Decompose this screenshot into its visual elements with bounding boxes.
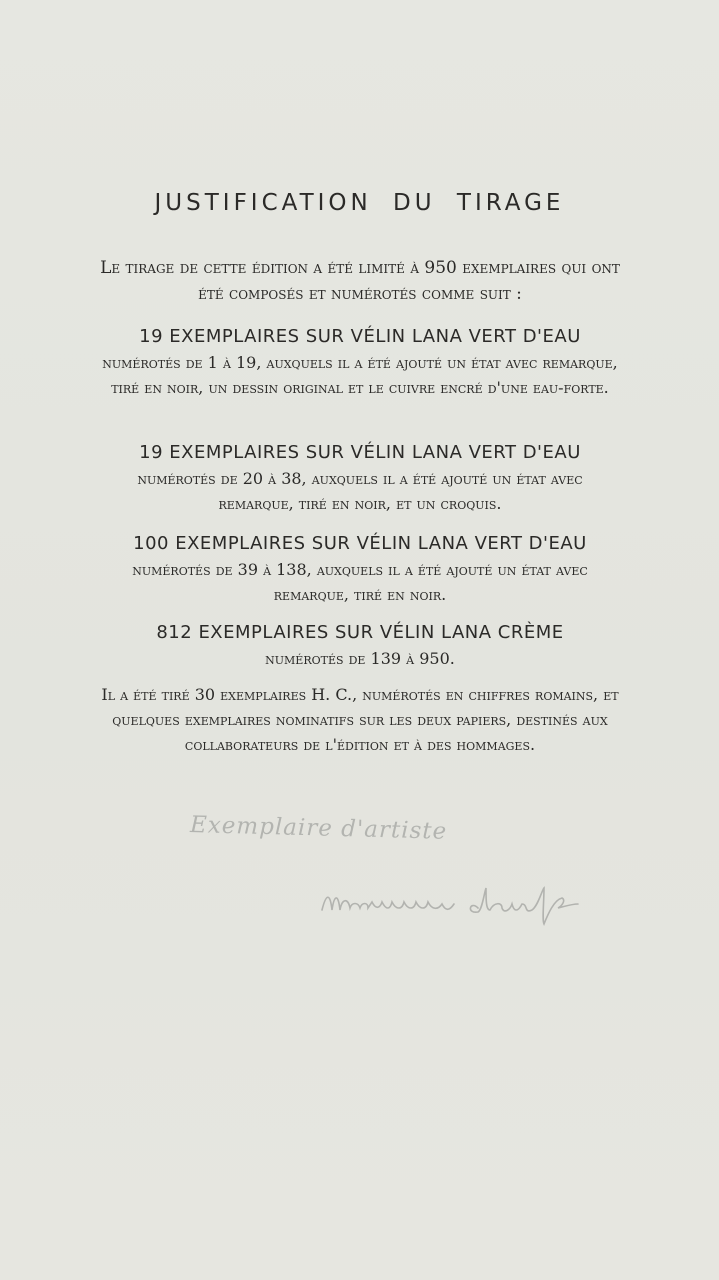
- edition-heading: 19 EXEMPLAIRES SUR VÉLIN LANA VERT D'EAU: [139, 326, 581, 347]
- edition-description: numérotés de 20 à 38, auxquels il a été ajouté un état avec remarque, tiré en noir, et un croquis.: [137, 469, 583, 513]
- page-title: JUSTIFICATION DU TIRAGE: [154, 190, 565, 216]
- edition-description: numérotés de 139 à 950.: [265, 649, 455, 668]
- edition-heading: 19 EXEMPLAIRES SUR VÉLIN LANA VERT D'EAU: [139, 442, 581, 463]
- edition-block-3: [100, 531, 620, 607]
- edition-block-4: [100, 620, 620, 671]
- edition-block-2: [100, 440, 620, 516]
- edition-description: numérotés de 39 à 138, auxquels il a été ajouté un état avec remarque, tiré en noir.: [132, 560, 588, 604]
- intro-paragraph: Le tirage de cette édition a été limité à 950 exemplaires qui ont été composés et numérotés comme suit :: [100, 258, 620, 304]
- edition-block-1: [100, 324, 620, 400]
- edition-description: numérotés de 1 à 19, auxquels il a été ajouté un état avec remarque, tiré en noir, un dessin original et le cuivre encré d'une eau-forte.: [102, 353, 618, 397]
- edition-heading: 812 EXEMPLAIRES SUR VÉLIN LANA CRÈME: [156, 622, 564, 643]
- edition-heading: 100 EXEMPLAIRES SUR VÉLIN LANA VERT D'EAU: [133, 533, 587, 554]
- handwritten-signature: [318, 880, 648, 930]
- handwritten-note: Exemplaire d'artiste: [189, 812, 448, 845]
- closing-paragraph: Il a été tiré 30 exemplaires H. C., numérotés en chiffres romains, et quelques exemplaires nominatifs sur les deux papiers, destinés aux collaborateurs de l'édition et à des hommages.: [101, 685, 619, 754]
